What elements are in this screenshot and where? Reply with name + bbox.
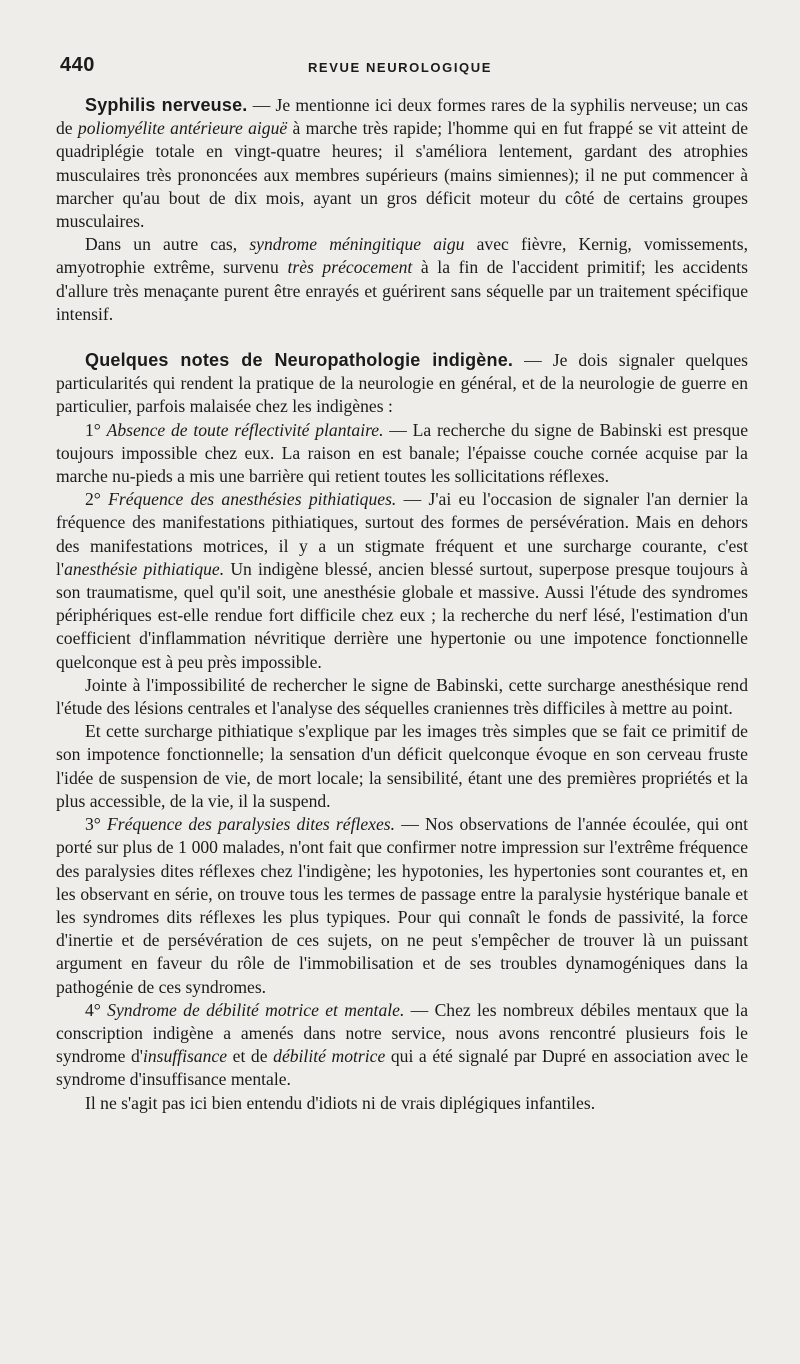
text-run: Dans un autre cas, <box>85 234 250 255</box>
italic-term: syndrome méningitique aigu <box>249 234 465 255</box>
item-title: Fréquence des paralysies dites réflexes. <box>107 814 396 835</box>
paragraph-closing: Il ne s'agit pas ici bien entendu d'idiots ni de vrais diplégiques infantiles. <box>85 1092 596 1113</box>
text-run: et de <box>227 1046 274 1067</box>
item-number: 4° <box>85 999 108 1020</box>
italic-term: très précocement <box>287 257 413 278</box>
text-run: — La recherche du signe de Babinski est presque toujours impossible chez eux. La raison en est banale; l'épaisse couche cornée acquise par la marche nu-pieds a mis une barrière qui retient toutes les sollicitations réflexes. <box>56 419 749 487</box>
item-title: Syndrome de débilité motrice et mentale. <box>107 999 405 1020</box>
list-item-1 <box>56 419 748 489</box>
paragraph-syphilis <box>56 94 748 233</box>
text-run: avec fièvre, Kernig, vomissements, amyotrophie extrême, survenu <box>56 234 748 278</box>
paragraph-neuropathologie <box>56 349 748 419</box>
paragraph-surcharge: Et cette surcharge pithiatique s'explique par les images très simples que se fait ce primitif de son impotence fonctionnelle; la sensation d'un déficit quelconque évoque en son cerveau fruste l'idée de suspension de vie, de mort locale; la sensibilité, étant une des premières propriétés et la plus accessible, de la vie, il la suspend. <box>56 721 748 811</box>
text-run: — Je dois signaler quelques particularités qui rendent la pratique de la neurologie en général, et de la neurologie de guerre en particulier, parfois malaisée chez les indigènes : <box>56 350 748 417</box>
italic-term: poliomyélite antérieure aiguë <box>77 118 288 139</box>
italic-term: anesthésie pithiatique. <box>64 558 225 579</box>
running-title: REVUE NEUROLOGIQUE <box>307 60 493 75</box>
item-number: 3° <box>85 814 108 835</box>
list-item-2 <box>56 488 748 674</box>
text-run: — Chez les nombreux débiles mentaux que la conscription indigène a amenés dans notre service, nous avons rencontré plusieurs fois le syndrome d' <box>56 999 749 1067</box>
item-number: 1° <box>85 419 107 440</box>
text-run: qui a été signalé par Dupré en association avec le syndrome d'insuffisance mentale. <box>56 1046 749 1090</box>
list-item-4 <box>56 999 748 1092</box>
paragraph-meningitic <box>56 233 748 326</box>
text-run: — Nos observations de l'année écoulée, qui ont porté sur plus de 1 000 malades, n'ont fait que confirmer notre impression sur l'extrême fréquence des paralysies dites réflexes chez l'indigène; les hypotonies, les hypertonies sont courantes et, en les observant en série, on trouve tous les termes de passage entre la paralysie hystérique banale et les syndromes dits réflexes les plus typiques. Pour qui connaît le fonds de passivité, la force d'inertie et de persévération de ces sujets, on ne peut s'empêcher de trouver là un puissant argument en faveur du rôle de l'immobilisation et de ses troubles dynamogéniques dans la pathogénie de ces syndromes. <box>56 814 749 997</box>
text-run: — J'ai eu l'occasion de signaler l'an dernier la fréquence des manifestations pithiatiques, surtout des formes de persévération. Mais en dehors des manifestations motrices, il y a un stigmate fréquent et une surcharge courante, c'est l' <box>56 489 749 579</box>
body-text <box>56 94 748 1115</box>
item-title: Fréquence des anesthésies pithiatiques. <box>108 489 397 510</box>
text-run: Un indigène blessé, ancien blessé surtout, superpose presque toujours à son traumatisme, quel qu'il soit, une anesthésie globale et massive. Aussi l'étude des syndromes périphériques est-elle rendue fort difficile chez eux ; la recherche du nerf lésé, l'estimation d'un coefficient d'inflammation névritique derrière une hypertonie ou une impotence fonctionnelle quelconque est à peu près impossible. <box>56 558 748 672</box>
text-run: à marche très rapide; l'homme qui en fut frappé se vit atteint de quadriplégie totale en vingt-quatre heures; il s'améliora lentement, gardant des atrophies musculaires très prononcées aux membres supérieurs (mains simiennes); il ne put commencer à marcher qu'au bout de dix mois, ayant un gros déficit moteur du côté de certains groupes musculaires. <box>56 118 749 232</box>
list-item-3 <box>56 813 748 999</box>
text-run: — Je mentionne ici deux formes rares de la syphilis nerveuse; un cas de <box>56 95 748 139</box>
italic-term: débilité motrice <box>273 1046 386 1067</box>
item-title: Absence de toute réflectivité plantaire. <box>106 419 384 440</box>
section-heading-neuropathologie: Quelques notes de Neuropathologie indigène. <box>85 350 514 371</box>
item-number: 2° <box>85 489 109 510</box>
paragraph-jointe: Jointe à l'impossibilité de rechercher le signe de Babinski, cette surcharge anesthésique rend l'étude des lésions centrales et l'analyse des séquelles craniennes très difficiles à mettre au point. <box>56 674 748 719</box>
page-number: 440 <box>60 54 95 76</box>
italic-term: insuffisance <box>142 1046 228 1067</box>
section-heading-syphilis: Syphilis nerveuse. <box>85 95 248 115</box>
text-run: à la fin de l'accident primitif; les accidents d'allure très menaçante purent être enrayés et guérirent sans séquelle par un traitement spécifique intensif. <box>56 257 748 324</box>
